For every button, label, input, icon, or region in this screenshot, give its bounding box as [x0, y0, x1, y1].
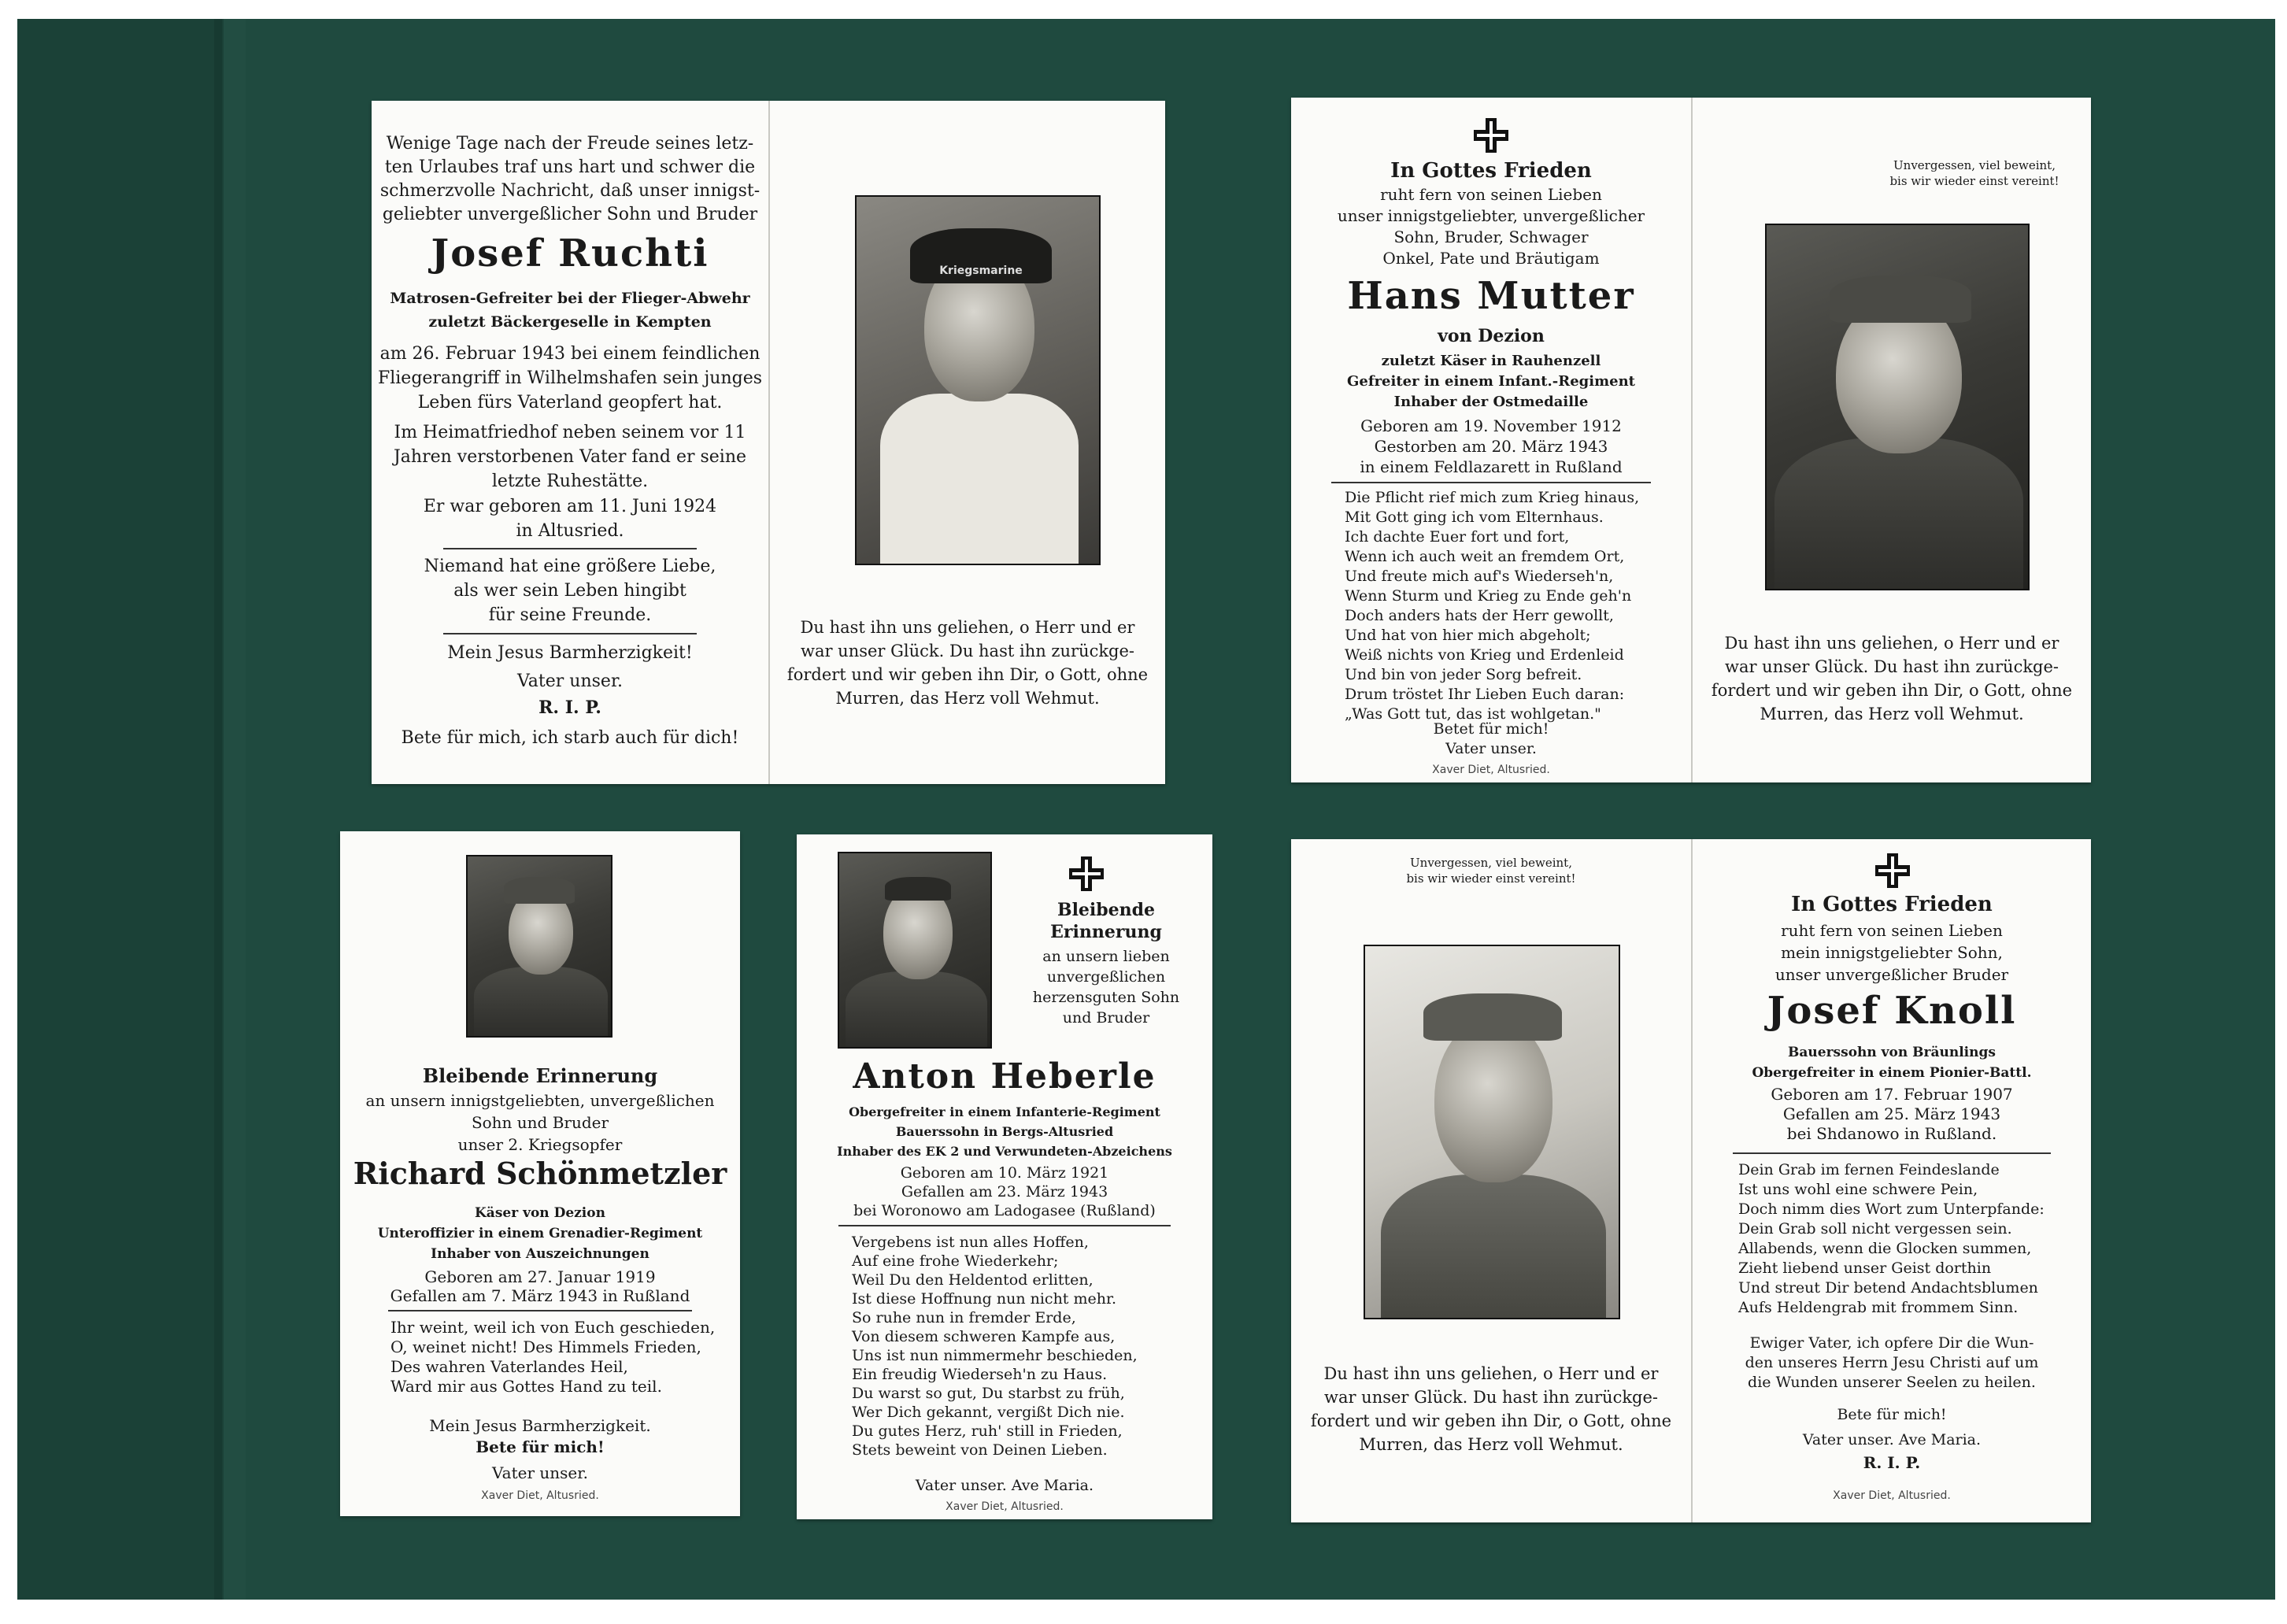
card-heading: In Gottes Frieden [1791, 893, 1993, 916]
separator-line [838, 1225, 1171, 1226]
card-heading: Bleibende Erinnerung [422, 1064, 658, 1087]
poem-text: Ihr weint, weil ich von Euch geschieden, O, weinet nicht! Des Himmels Frieden, Des wahren Vaterlandes Heil, Ward mir aus Gottes Hand zu teil. [390, 1318, 716, 1396]
deceased-rank: Matrosen-Gefreiter bei der Flieger-Abwehr zuletzt Bäckergeselle in Kempten [390, 290, 750, 331]
life-dates: Geboren am 10. März 1921 Gefallen am 23. März 1943 bei Woronowo am Ladogasee (Rußland) [853, 1164, 1156, 1219]
prayer-text: Ewiger Vater, ich opfere Dir die Wun- den unseres Herrn Jesu Christi auf um die Wunden unserer Seelen zu heilen. [1745, 1334, 2039, 1391]
field-cap [504, 877, 575, 904]
album-spine [17, 19, 226, 1600]
deceased-name: Josef Knoll [1767, 989, 2017, 1033]
card-heading: In Gottes Frieden [1390, 159, 1592, 183]
prayer-text: Mein Jesus Barmherzigkeit! [447, 643, 693, 663]
deceased-name: Anton Heberle [853, 1056, 1156, 1097]
prayer-text: Vater unser. [516, 671, 624, 691]
card-intro: an unsern lieben unvergeßlichen herzensguten Sohn und Bruder [1032, 948, 1180, 1027]
closing-text: Bete für mich, ich starb auch für dich! [401, 728, 739, 748]
birth-text: Er war geboren am 11. Juni 1924 in Altusried. [423, 497, 717, 541]
separator-line [443, 548, 698, 549]
verse-text: Du hast ihn uns geliehen, o Herr und er war unser Glück. Du hast ihn zurückge- fordert und wir geben ihn Dir, o Gott, ohne Murren, das Herz voll Wehmut. [786, 618, 1149, 708]
life-dates: Geboren am 19. November 1912 Gestorben am 20. März 1943 in einem Feldlazarett in Rußland [1360, 416, 1623, 476]
deceased-name: Josef Ruchti [431, 231, 709, 276]
verse-text: Niemand hat eine größere Liebe, als wer sein Leben hingibt für seine Freunde. [424, 557, 716, 625]
card-intro: ruht fern von seinen Lieben mein innigstgeliebter Sohn, unser unvergeßlicher Bruder [1774, 921, 2009, 984]
field-cap [1423, 993, 1562, 1041]
printer-credit: Xaver Diet, Altusried. [481, 1489, 599, 1502]
prayer-text: Vater unser. Ave Maria. [1802, 1431, 1982, 1448]
separator-line [1331, 482, 1651, 483]
prayer-text: Vater unser. Ave Maria. [915, 1477, 1094, 1494]
deceased-rank: Bauerssohn von Bräunlings Obergefreiter in einem Pionier-Battl. [1752, 1045, 2032, 1081]
portrait-photo [466, 855, 612, 1038]
card-intro: ruht fern von seinen Lieben unser innigstgeliebter, unvergeßlicher Sohn, Bruder, Schwager Onkel, Pate und Bräutigam [1337, 185, 1645, 268]
rip-text: R. I. P. [538, 697, 601, 718]
printer-credit: Xaver Diet, Altusried. [946, 1500, 1064, 1513]
card-heading: Bleibende Erinnerung [1050, 900, 1162, 942]
memorial-card-mutter [1291, 98, 2091, 782]
prayer-text: Vater unser. [492, 1463, 588, 1482]
life-dates: Geboren am 27. Januar 1919 Gefallen am 7. März 1943 in Rußland [390, 1267, 690, 1305]
poem-text: Die Pflicht rief mich zum Krieg hinaus, Mit Gott ging ich vom Elternhaus. Ich dachte Euer fort und fort, Wenn ich auch weit an fremdem Ort, Und freute mich auf's Wiederseh'n, Wenn Sturm und Krieg zu Ende geh'n Doch anders hats der Herr gewollt, Und hat von hier mich abgeholt; Weiß nichts von Krieg und Erdenleid Und bin von jeder Sorg befreit. Drum tröstet Ihr Lieben Euch daran: „Was Gott tut, das ist wohlgetan." [1345, 489, 1640, 723]
memorial-card-heberle [797, 834, 1212, 1519]
prayer-text: Bete für mich! [1837, 1406, 1947, 1423]
portrait-photo [1765, 224, 2030, 590]
card-right-panel [1691, 98, 2091, 782]
memorial-card-schoenmetzler [340, 831, 740, 1516]
field-cap [1830, 276, 1971, 323]
album-page-edge [224, 19, 246, 1600]
deceased-rank: Obergefreiter in einem Infanterie-Regiment Bauerssohn in Bergs-Altusried Inhaber des EK 2 und Verwundeten-Abzeichens [837, 1104, 1172, 1159]
prayer-text: Mein Jesus Barmherzigkeit. [429, 1416, 651, 1435]
iron-cross-icon [1875, 853, 1910, 888]
prayer-text: Betet für mich! Vater unser. [1433, 720, 1549, 757]
sailor-shirt [880, 394, 1079, 565]
memorial-card-knoll [1291, 839, 2091, 1522]
poem-text: Dein Grab im fernen Feindeslande Ist uns wohl eine schwere Pein, Doch nimm dies Wort zum Unterpfande: Dein Grab soll nicht vergessen sein. Allabends, wenn die Glocken summen, Zieht liebend unser Geist dorthin Und streut Dir betend Andachtsblumen Aufs Heldengrab mit frommem Sinn. [1738, 1161, 2045, 1316]
verse-text: Du hast ihn uns geliehen, o Herr und er war unser Glück. Du hast ihn zurückge- fordert und wir geben ihn Dir, o Gott, ohne Murren, das Herz voll Wehmut. [1711, 634, 2073, 723]
memorial-card-ruchti [372, 101, 1165, 784]
iron-cross-icon [1474, 118, 1508, 153]
uniform-body [1774, 438, 2023, 590]
verse-text: Du hast ihn uns geliehen, o Herr und er war unser Glück. Du hast ihn zurückge- fordert und wir geben ihn Dir, o Gott, ohne Murren, das Herz voll Wehmut. [1310, 1364, 1672, 1454]
sailor-cap [910, 228, 1052, 283]
death-text: am 26. Februar 1943 bei einem feindlichen Fliegerangriff in Wilhelmshafen sein junges Leben fürs Vaterland geopfert hat. [377, 344, 763, 412]
uniform-body [474, 967, 608, 1038]
prayer-text: Bete für mich! [476, 1437, 605, 1456]
card-header-verse: Unvergessen, viel beweint, bis wir wieder einst vereint! [1889, 158, 2059, 188]
separator-line [388, 1310, 692, 1311]
card-header-verse: Unvergessen, viel beweint, bis wir wieder einst vereint! [1406, 856, 1576, 886]
spine-crease [214, 19, 222, 1600]
card-intro: an unsern innigstgeliebten, unvergeßlichen Sohn und Bruder unser 2. Kriegsopfer [365, 1091, 715, 1154]
portrait-photo [838, 852, 992, 1049]
card-left-panel [1291, 98, 1691, 782]
deceased-name: Richard Schönmetzler [353, 1156, 727, 1191]
card-left-panel [372, 101, 768, 784]
portrait-photo [1364, 945, 1620, 1319]
deceased-rank: Käser von Dezion Unteroffizier in einem Grenadier-Regiment Inhaber von Auszeichnungen [377, 1205, 703, 1262]
card-right-panel [1691, 839, 2091, 1522]
uniform-body [1381, 1175, 1606, 1319]
iron-cross-icon [1069, 856, 1104, 891]
rip-text: R. I. P. [1863, 1453, 1921, 1472]
portrait-photo [855, 195, 1101, 565]
separator-line [443, 633, 698, 634]
printer-credit: Xaver Diet, Altusried. [1833, 1489, 1951, 1502]
deceased-rank: zuletzt Käser in Rauhenzell Gefreiter in einem Infant.-Regiment Inhaber der Ostmedaille [1347, 353, 1635, 410]
deceased-name: Hans Mutter [1347, 274, 1635, 318]
deceased-origin: von Dezion [1438, 326, 1545, 346]
separator-line [1733, 1152, 2052, 1154]
cap-band-label: Kriegsmarine [939, 265, 1023, 277]
hair [885, 877, 951, 901]
card-right-panel [768, 101, 1165, 784]
card-intro: Wenige Tage nach der Freude seines letz- ten Urlaubes traf uns hart und schwer die schmerzvolle Nachricht, daß unser innigst- geliebter unvergeßlicher Sohn und Bruder [379, 134, 760, 224]
burial-text: Im Heimatfriedhof neben seinem vor 11 Jahren verstorbenen Vater fand er seine letzte Ruhestätte. [393, 423, 747, 491]
printer-credit: Xaver Diet, Altusried. [1432, 764, 1550, 776]
life-dates: Geboren am 17. Februar 1907 Gefallen am 25. März 1943 bei Shdanowo in Rußland. [1771, 1085, 2013, 1143]
poem-text: Vergebens ist nun alles Hoffen, Auf eine frohe Wiederkehr; Weil Du den Heldentod erlitten, Ist diese Hoffnung nun nicht mehr. So ruhe nun in fremder Erde, Von diesem schweren Kampfe aus, Uns ist nun nimmermehr beschieden, Ein freudig Wiederseh'n zu Haus. Du warst so gut, Du starbst zu früh, Wer Dich gekannt, vergißt Dich nie. Du gutes Herz, ruh' still in Frieden, Stets beweint von Deinen Lieben. [852, 1234, 1138, 1459]
uniform-body [846, 971, 987, 1049]
portrait-face [1434, 1017, 1552, 1182]
card-left-panel [1291, 839, 1691, 1522]
